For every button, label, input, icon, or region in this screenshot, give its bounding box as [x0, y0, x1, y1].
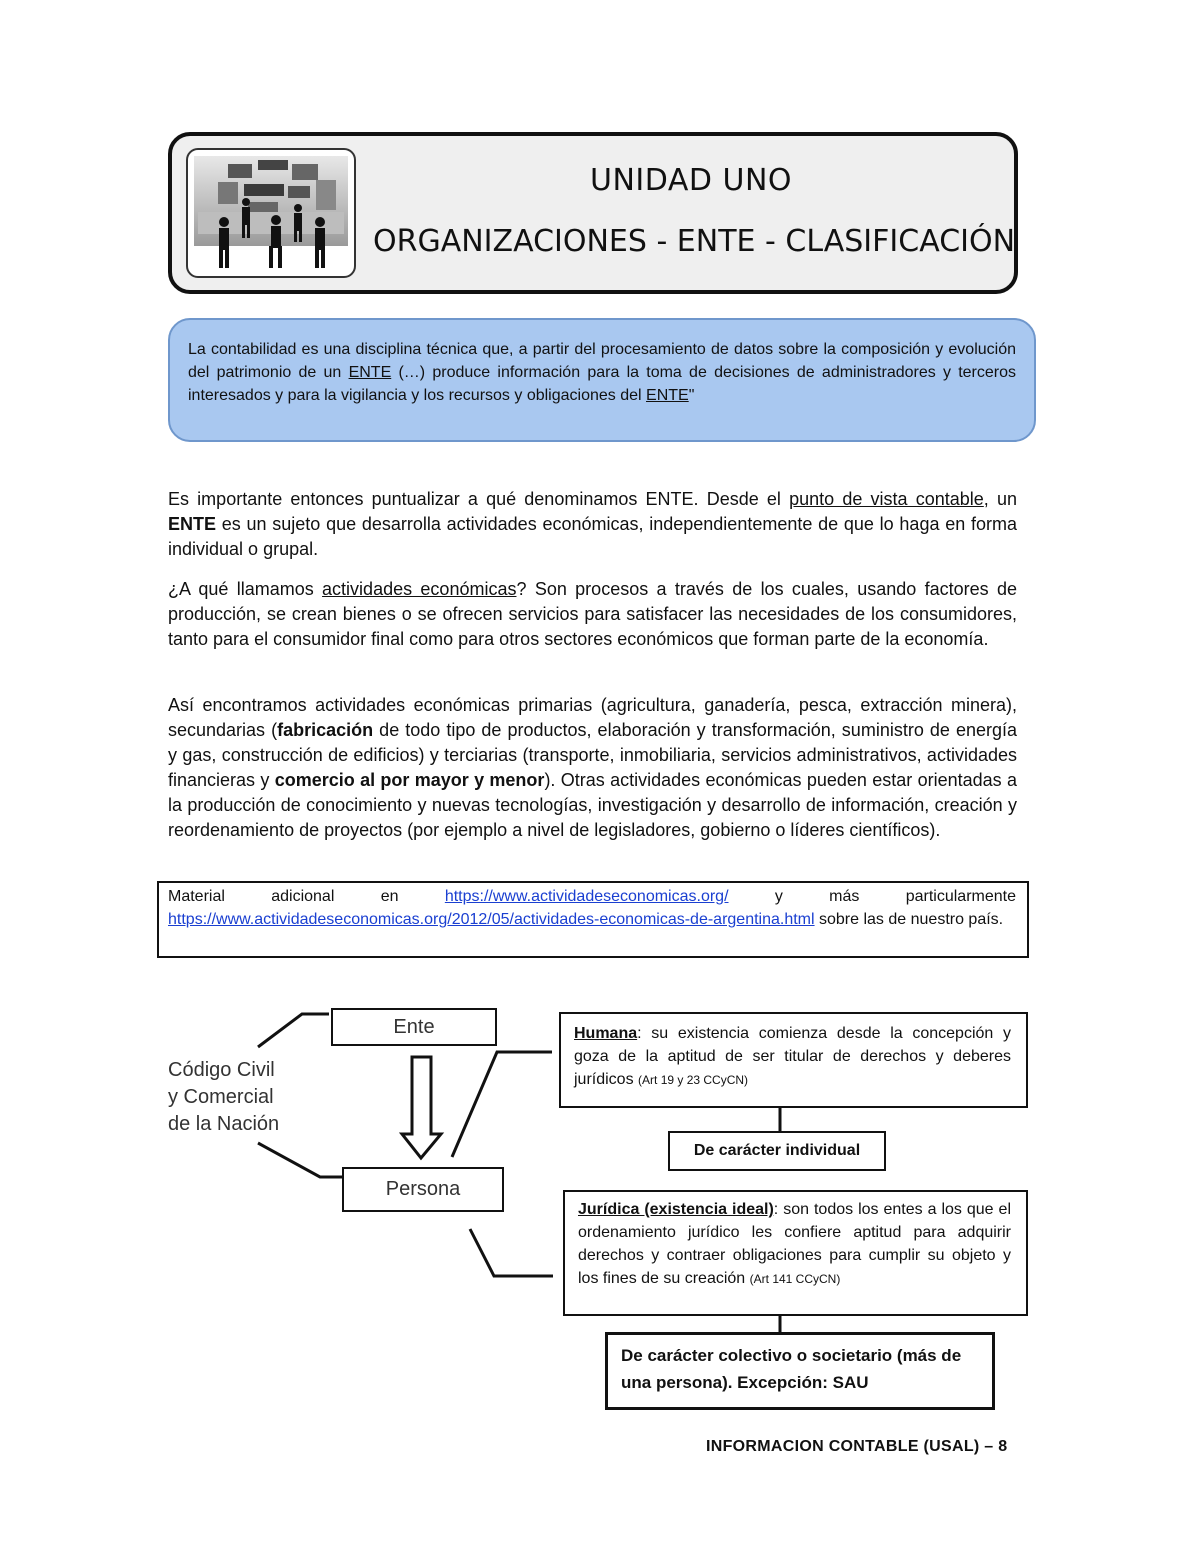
link-actividades-argentina[interactable]: https://www.actividadeseconomicas.org/2012/05/actividades-economicas-de-argentina.html [168, 911, 815, 928]
connector-codigo-ente [258, 1014, 329, 1047]
colectivo-text: De carácter colectivo o societario (más de una persona). Excepción: SAU [621, 1346, 962, 1392]
additional-material-text: Material adicional en https://www.actividadeseconomicas.org/ y más particularmente https://www.actividadeseconomicas.org/2012/05/actividades-economicas-de-argentina.html sobre las de nuestro país. [168, 888, 1016, 928]
humana-text: Humana: su existencia comienza desde la concepción y goza de la aptitud de ser titular de derechos y deberes jurídicos (Art 19 y 23 CCyCN) [574, 1025, 1011, 1088]
connector-codigo-persona [258, 1143, 342, 1177]
paragraph-ente: Es importante entonces puntualizar a qué denominamos ENTE. Desde el punto de vista contable, un ENTE es un sujeto que desarrolla actividades económicas, independientemente de que lo haga en forma individual o grupal. [168, 489, 1017, 559]
individual-box: De carácter individual [668, 1131, 886, 1171]
definition-text: La contabilidad es una disciplina técnica que, a partir del procesamiento de datos sobre la composición y evolución del patrimonio de un ENTE (…) produce información para la toma de decisiones de administradores y terceros interesados y para la vigilancia y los recursos y obligaciones del ENTE" [188, 341, 1016, 404]
down-arrow-icon [402, 1057, 441, 1158]
page-footer: INFORMACION CONTABLE (USAL) – 8 [706, 1438, 1008, 1455]
persona-node: Persona [342, 1167, 504, 1212]
paragraph-sectors: Así encontramos actividades económicas primarias (agricultura, ganadería, pesca, extracción minera), secundarias (fabricación de todo tipo de productos, elaboración y transformación, suministro de energía y gas, construcción de edificios) y terciarias (transporte, inmobiliaria, servicios administrativos, actividades financieras y comercio al por mayor y menor). Otras actividades económicas pueden estar orientadas a la producción de conocimiento y nuevas tecnologías, investigación y desarrollo de información, creación y reordenamiento de proyectos (por ejemplo a nivel de legisladores, gobierno o líderes científicos). [168, 695, 1017, 840]
juridica-text: Jurídica (existencia ideal): son todos los entes a los que el ordenamiento jurídico les confiere aptitud para adquirir derechos y contraer obligaciones para cumplir su objeto y los fines de su creación (Art 141 CCyCN) [578, 1201, 1011, 1287]
paragraph-activities: ¿A qué llamamos actividades económicas? Son procesos a través de los cuales, usando factores de producción, se crean bienes o se ofrecen servicios para satisfacer las necesidades de los consumidores, tanto para el consumidor final como para otros sectores económicos que forman parte de la economía. [168, 579, 1018, 649]
codigo-civil-label: Código Civil y Comercial de la Nación [168, 1059, 280, 1135]
connector-persona-humana [452, 1052, 552, 1157]
unit-title: UNIDAD UNO [590, 163, 792, 198]
connector-persona-juridica [470, 1229, 553, 1276]
link-actividades-economicas[interactable]: https://www.actividadeseconomicas.org/ [444, 888, 729, 905]
ente-node: Ente [331, 1008, 497, 1046]
unit-subtitle: ORGANIZACIONES - ENTE - CLASIFICACIÓN [373, 224, 1016, 259]
